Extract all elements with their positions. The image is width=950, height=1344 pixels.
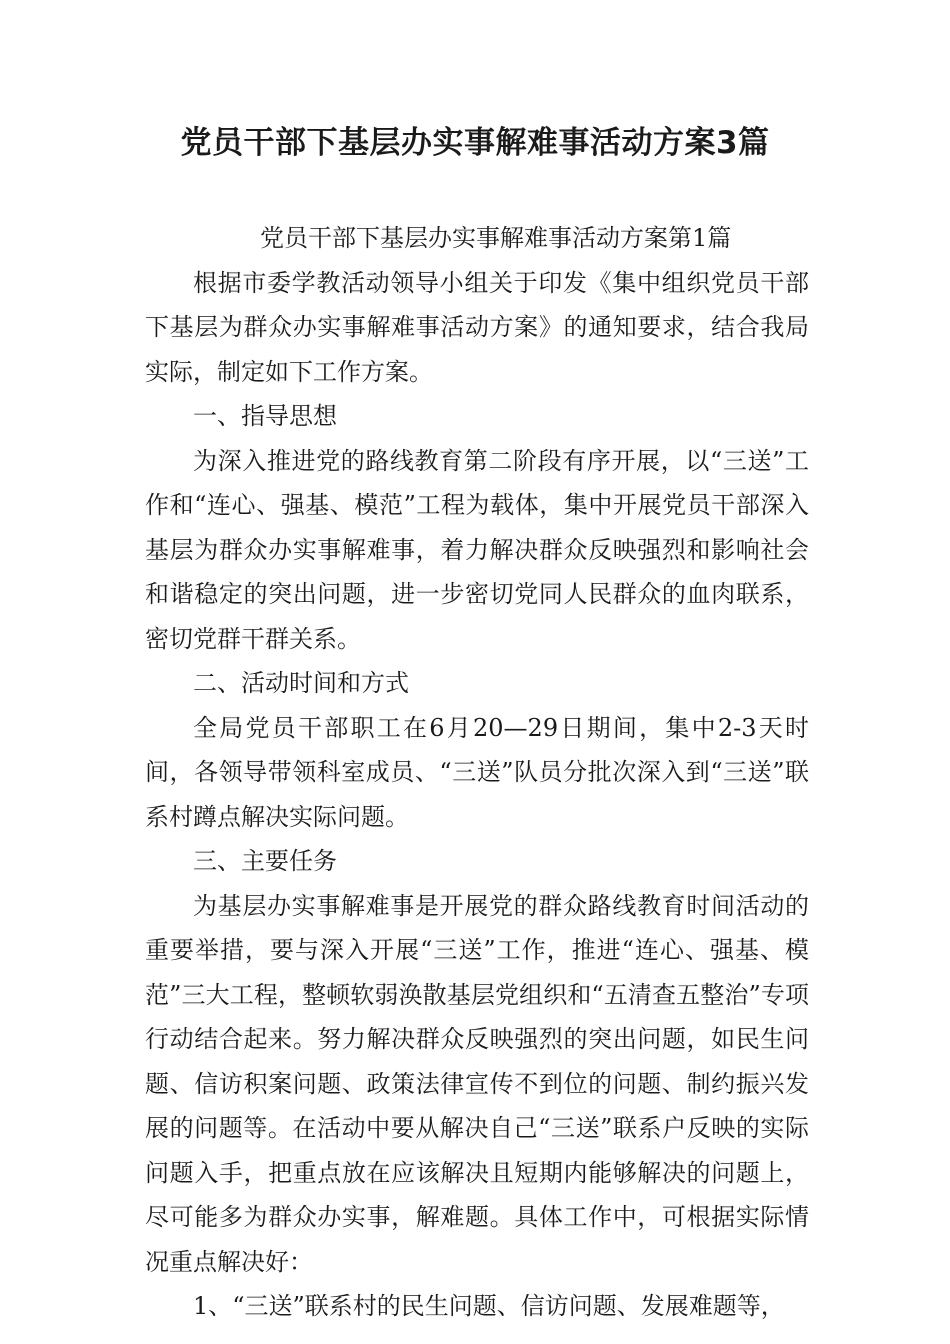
main-tasks-paragraph: 为基层办实事解难事是开展党的群众路线教育时间活动的重要举措，要与深入开展“三送”工作，推进“连心、强基、模范”三大工程，整顿软弱涣散基层党组织和“五清查五整治”专项行动结合起来。努力解决群众反映强烈的突出问题，如民生问题、信访积案问题、政策法律宣传不到位的问题、制约振兴发展的问题等。在活动中要从解决自己“三送”联系户反映的实际问题入手，把重点放在应该解决且短期内能够解决的问题上，尽可能多为群众办实事，解难题。具体工作中，可根据实际情况重点解决好： <box>145 891 809 1276</box>
document-body <box>145 216 809 1329</box>
document-title: 党员干部下基层办实事解难事活动方案3篇 <box>180 125 770 161</box>
section-heading-main-tasks: 三、主要任务 <box>193 847 337 875</box>
task-item-1: 1、“三送”联系村的民生问题、信访问题、发展难题等， <box>193 1292 785 1320</box>
section-heading-time-and-method: 二、活动时间和方式 <box>193 669 409 697</box>
intro-paragraph: 根据市委学教活动领导小组关于印发《集中组织党员干部下基层为群众办实事解难事活动方案》的通知要求，结合我局实际，制定如下工作方案。 <box>145 268 809 386</box>
guiding-ideology-paragraph: 为深入推进党的路线教育第二阶段有序开展，以“三送”工作和“连心、强基、模范”工程为载体，集中开展党员干部深入基层为群众办实事解难事，着力解决群众反映强烈和影响社会和谐稳定的突出问题，进一步密切党同人民群众的血肉联系，密切党群干群关系。 <box>145 446 809 653</box>
section-heading-guiding-ideology: 一、指导思想 <box>193 402 337 430</box>
section-subtitle: 党员干部下基层办实事解难事活动方案第1篇 <box>260 224 732 252</box>
time-and-method-paragraph: 全局党员干部职工在6月20—29日期间，集中2-3天时间，各领导带领科室成员、“三送”队员分批次深入到“三送”联系村蹲点解决实际问题。 <box>145 713 809 831</box>
